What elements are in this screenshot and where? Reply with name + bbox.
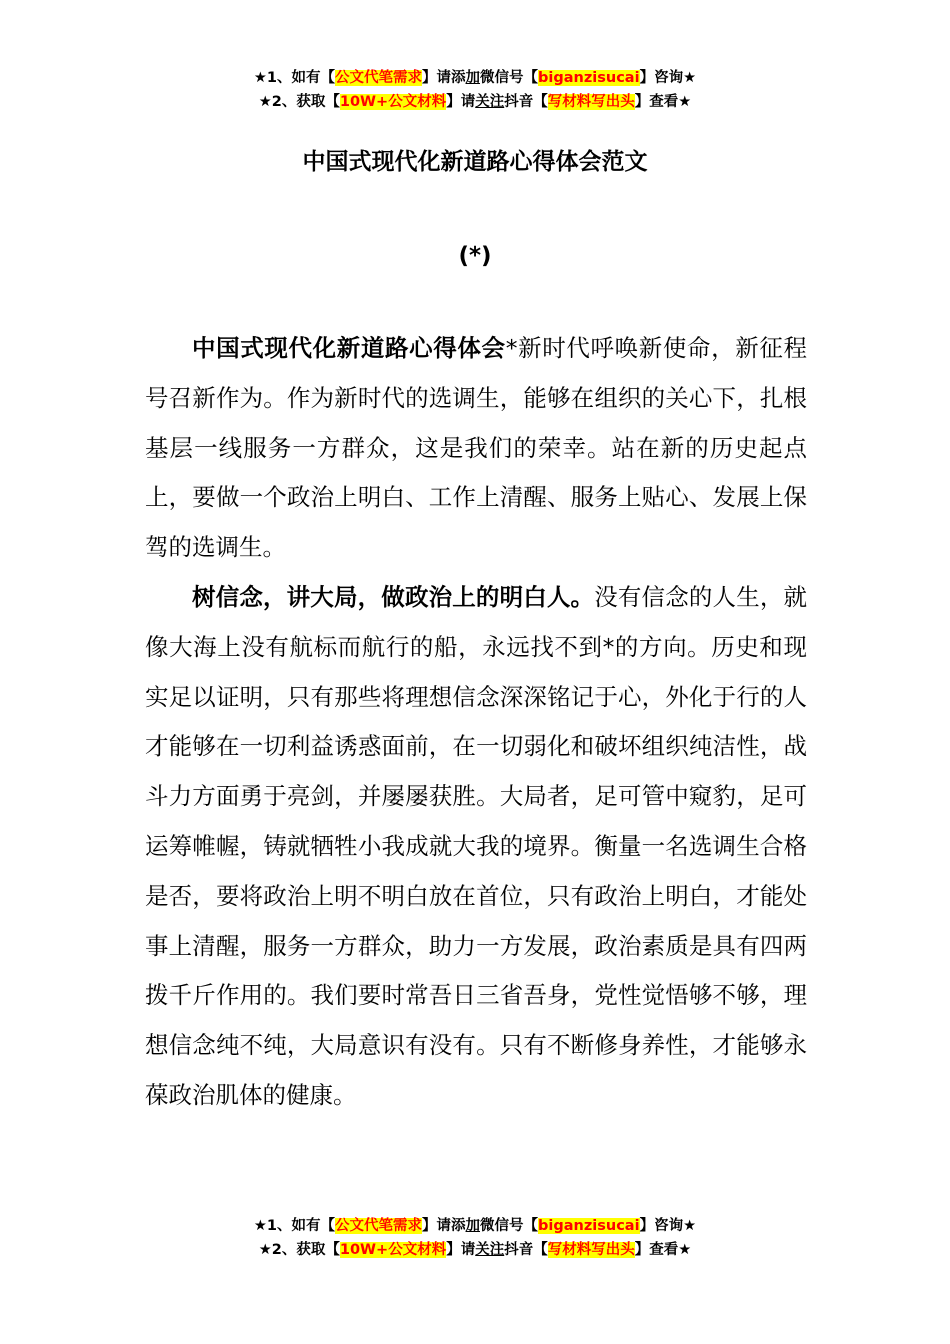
promo-text: 抖音【 [504, 1242, 548, 1258]
promo-text: 】查看★ [634, 94, 692, 110]
promo-text: 】请 [446, 1242, 476, 1258]
promo-text: 】咨询★ [639, 1218, 697, 1234]
promo-text: ★2、获取【 [258, 1242, 340, 1258]
promo-text: ★1、如有【 [253, 1218, 336, 1234]
promo-text: 微信号【 [480, 1218, 539, 1234]
promo-text: 抖音【 [504, 94, 548, 110]
document-subtitle: (*) [458, 243, 492, 269]
promo-footer [0, 1214, 950, 1262]
promo-highlight-douyin: 写材料写出头 [547, 1242, 635, 1258]
promo-text: 】请添 [422, 70, 466, 86]
document-body [145, 324, 807, 1121]
promo-text: 微信号【 [480, 70, 539, 86]
promo-text: 】请添 [422, 1218, 466, 1234]
promo-highlight-materials: 10W+公文材料 [339, 1242, 447, 1258]
promo-text: 】查看★ [634, 1242, 692, 1258]
promo-text: ★2、获取【 [258, 94, 340, 110]
promo-underline: 加 [465, 70, 481, 86]
promo-header [0, 66, 950, 114]
promo-highlight-douyin: 写材料写出头 [547, 94, 635, 110]
promo-line-2 [0, 1238, 950, 1262]
paragraph-1 [145, 324, 807, 573]
promo-highlight-service: 公文代笔需求 [335, 70, 423, 86]
paragraph-lead: 树信念，讲大局，做政治上的明白人。 [192, 582, 595, 611]
promo-highlight-materials: 10W+公文材料 [339, 94, 447, 110]
promo-underline: 加 [465, 1218, 481, 1234]
document-title: 中国式现代化新道路心得体会范文 [302, 149, 648, 175]
promo-line-2 [0, 90, 950, 114]
promo-highlight-wechat: biganzisucai [538, 70, 640, 86]
promo-underline: 关注 [475, 94, 505, 110]
promo-highlight-wechat: biganzisucai [538, 1218, 640, 1234]
promo-line-1 [0, 1214, 950, 1238]
promo-highlight-service: 公文代笔需求 [335, 1218, 423, 1234]
promo-line-1 [0, 66, 950, 90]
promo-text: 】咨询★ [639, 70, 697, 86]
paragraph-lead: 中国式现代化新道路心得体会 [192, 334, 506, 362]
promo-text: ★1、如有【 [253, 70, 336, 86]
paragraph-2 [145, 573, 807, 1121]
paragraph-text: 没有信念的人生，就像大海上没有航标而航行的船，永远找不到*的方向。历史和现实足以证明，只有那些将理想信念深深铭记于心，外化于行的人才能够在一切利益诱惑面前，在一切弱化和破坏组织纯洁性，战斗力方面勇于亮剑，并屡屡获胜。大局者，足可管中窥豹，足可运筹帷幄，铸就牺牲小我成就大我的境界。衡量一名选调生合格是否，要将政治上明不明白放在首位，只有政治上明白，才能处事上清醒，服务一方群众，助力一方发展，政治素质是具有四两拨千斤作用的。我们要时常吾日三省吾身，党性觉悟够不够，理想信念纯不纯，大局意识有没有。只有不断修身养性，才能够永葆政治肌体的健康。 [145, 582, 808, 1109]
promo-text: 】请 [446, 94, 476, 110]
paragraph-text: *新时代呼唤新使命，新征程号召新作为。作为新时代的选调生，能够在组织的关心下，扎根基层一线服务一方群众，这是我们的荣幸。站在新的历史起点上，要做一个政治上明白、工作上清醒、服务上贴心、发展上保驾的选调生。 [145, 334, 808, 562]
promo-underline: 关注 [475, 1242, 505, 1258]
